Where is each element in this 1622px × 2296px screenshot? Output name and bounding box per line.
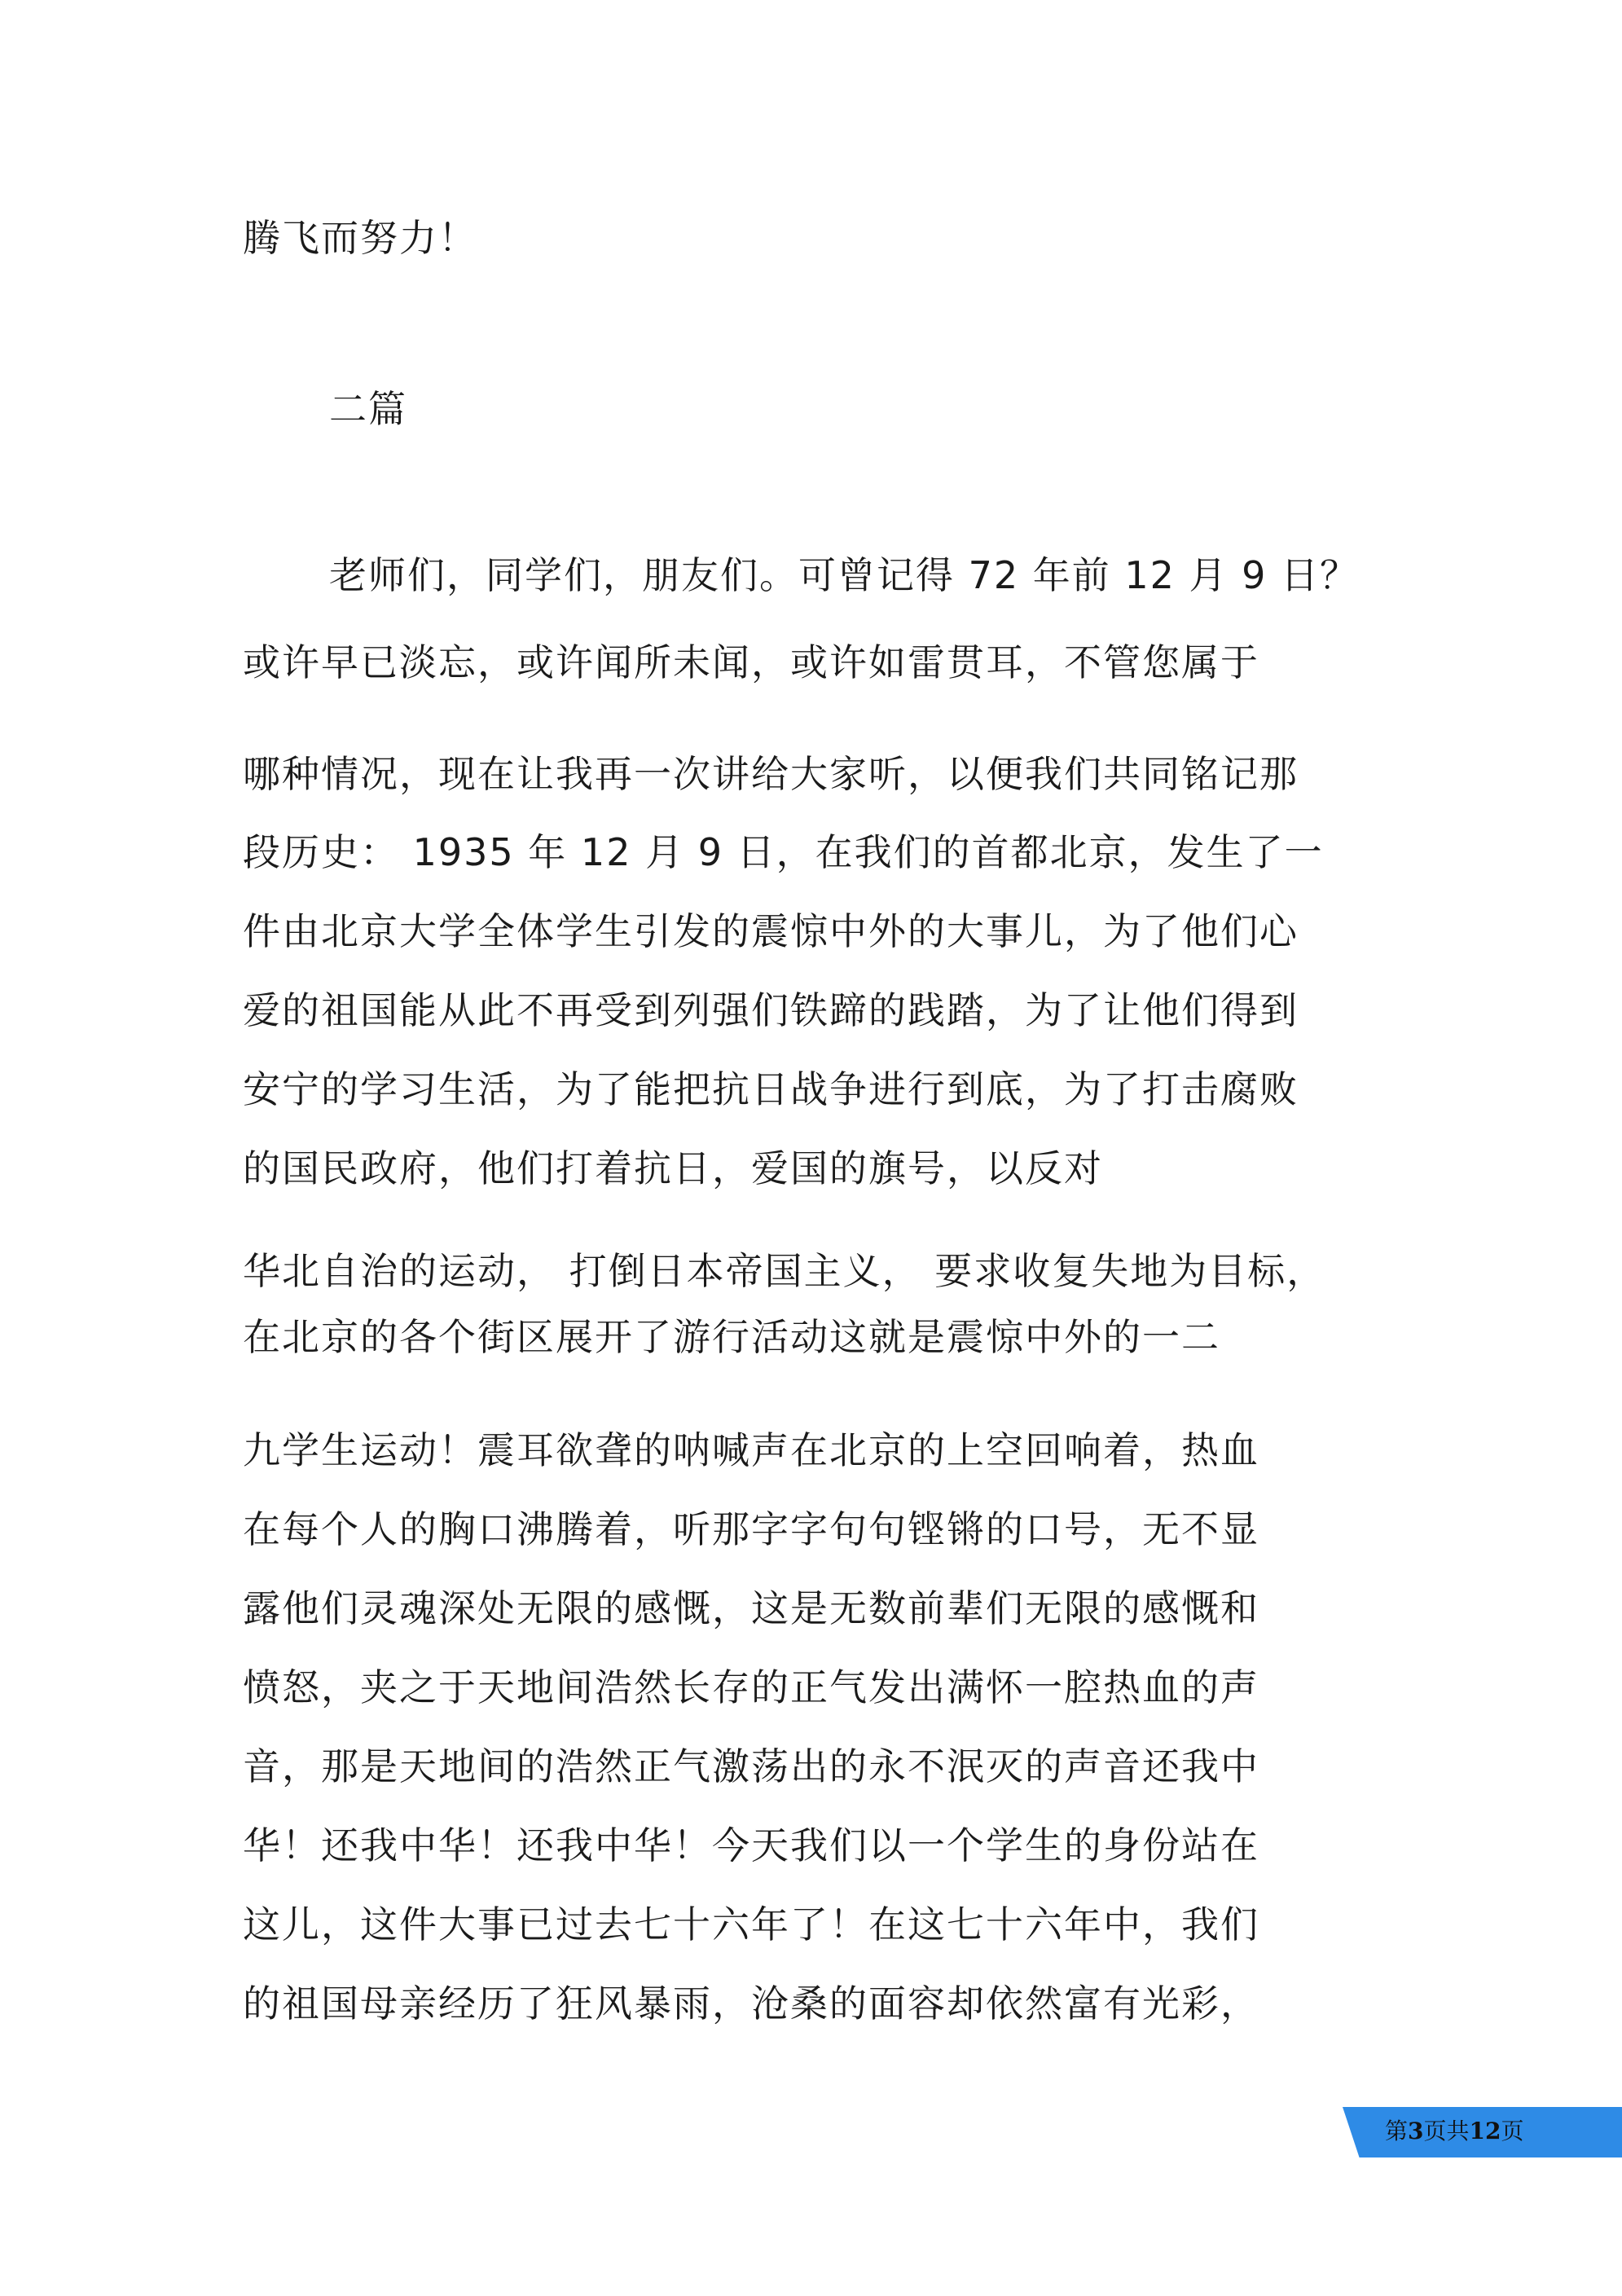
current-page-number: 3 bbox=[1408, 2118, 1424, 2144]
paragraph-closing-line: 腾飞而努力！ bbox=[243, 216, 477, 260]
body-line: 九学生运动！震耳欲聋的呐喊声在北京的上空回响着，热血 bbox=[243, 1428, 1259, 1472]
body-line: 段历史： 1935 年 12 月 9 日，在我们的首都北京，发生了一 bbox=[243, 830, 1324, 874]
body-line: 在北京的各个街区展开了游行活动这就是震惊中外的一二 bbox=[243, 1315, 1220, 1359]
body-line: 件由北京大学全体学生引发的震惊中外的大事儿，为了他们心 bbox=[243, 909, 1299, 953]
body-line: 华北自治的运动， 打倒日本帝国主义， 要求收复失地为目标， bbox=[243, 1249, 1326, 1293]
body-line: 安宁的学习生活，为了能把抗日战争进行到底，为了打击腐败 bbox=[243, 1067, 1299, 1111]
body-line: 的祖国母亲经历了狂风暴雨，沧桑的面容却依然富有光彩， bbox=[243, 1982, 1259, 2025]
total-pages-number: 12 bbox=[1469, 2118, 1501, 2144]
body-line: 音，那是天地间的浩然正气激荡出的永不泯灭的声音还我中 bbox=[243, 1744, 1259, 1788]
body-line: 露他们灵魂深处无限的感慨，这是无数前辈们无限的感慨和 bbox=[243, 1586, 1259, 1630]
body-line: 愤怒，夹之于天地间浩然长存的正气发出满怀一腔热血的声 bbox=[243, 1665, 1259, 1709]
body-line: 这儿，这件大事已过去七十六年了！在这七十六年中，我们 bbox=[243, 1902, 1259, 1946]
page-number-middle: 页共 bbox=[1423, 2118, 1470, 2144]
body-line: 爱的祖国能从此不再受到列强们铁蹄的践踏，为了让他们得到 bbox=[243, 988, 1299, 1032]
page-number-suffix: 页 bbox=[1501, 2118, 1524, 2144]
body-line: 或许早已淡忘，或许闻所未闻，或许如雷贯耳，不管您属于 bbox=[243, 640, 1259, 684]
body-line: 的国民政府，他们打着抗日，爱国的旗号，以反对 bbox=[243, 1146, 1103, 1190]
body-line: 华！还我中华！还我中华！今天我们以一个学生的身份站在 bbox=[243, 1823, 1259, 1867]
body-line: 在每个人的胸口沸腾着，听那字字句句铿锵的口号，无不显 bbox=[243, 1507, 1259, 1551]
body-line: 哪种情况，现在让我再一次讲给大家听，以便我们共同铭记那 bbox=[243, 752, 1299, 796]
section-heading: 二篇 bbox=[329, 387, 407, 431]
page-number-prefix: 第 bbox=[1385, 2118, 1409, 2144]
body-line: 老师们，同学们，朋友们。可曾记得 72 年前 12 月 9 日？ bbox=[329, 553, 1360, 597]
page-number bbox=[1385, 2115, 1524, 2148]
